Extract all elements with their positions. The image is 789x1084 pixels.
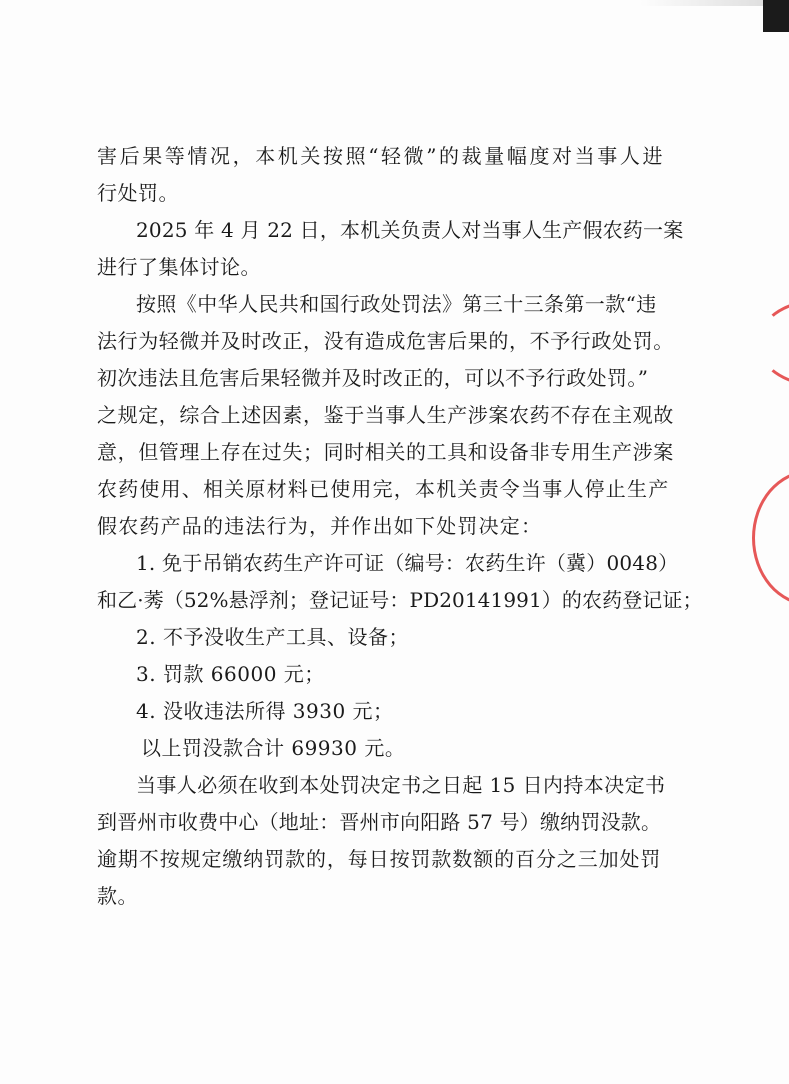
text-line: 害后果等情况，本机关按照“轻微”的裁量幅度对当事人进 (97, 144, 666, 168)
text-line: 按照《中华人民共和国行政处罚法》第三十三条第一款“违 (136, 292, 657, 316)
text-line: 意，但管理上存在过失；同时相关的工具和设备非专用生产涉案 (97, 440, 674, 464)
text-line: 2025 年 4 月 22 日，本机关负责人对当事人生产假农药一案 (136, 218, 684, 242)
text-line: 2. 不予没收生产工具、设备； (136, 625, 409, 649)
text-line: 到晋州市收费中心（地址：晋州市向阳路 57 号）缴纳罚没款。 (97, 810, 662, 834)
text-line: 4. 没收违法所得 3930 元； (136, 699, 394, 723)
text-line: 1. 免于吊销农药生产许可证（编号：农药生许（冀）0048） (136, 551, 679, 575)
text-line: 当事人必须在收到本处罚决定书之日起 15 日内持本决定书 (136, 773, 666, 797)
text-line: 之规定，综合上述因素，鉴于当事人生产涉案农药不存在主观故 (97, 403, 674, 427)
text-line: 和乙·莠（52%悬浮剂；登记证号：PD20141991）的农药登记证； (97, 588, 703, 612)
text-line: 法行为轻微并及时改正，没有造成危害后果的，不予行政处罚。 (97, 329, 674, 353)
text-line: 款。 (97, 884, 138, 908)
text-line: 3. 罚款 66000 元； (136, 662, 325, 686)
text-line: 初次违法且危害后果轻微并及时改正的，可以不予行政处罚。” (97, 366, 649, 390)
text-line: 进行了集体讨论。 (97, 255, 261, 279)
text-line: 以上罚没款合计 69930 元。 (141, 736, 406, 760)
text-line: 行处罚。 (97, 181, 179, 205)
text-line: 逾期不按规定缴纳罚款的，每日按罚款数额的百分之三加处罚 (97, 847, 662, 871)
text-line: 农药使用、相关原材料已使用完，本机关责令当事人停止生产 (97, 477, 670, 501)
text-line: 假农药产品的违法行为，并作出如下处罚决定： (97, 514, 543, 538)
